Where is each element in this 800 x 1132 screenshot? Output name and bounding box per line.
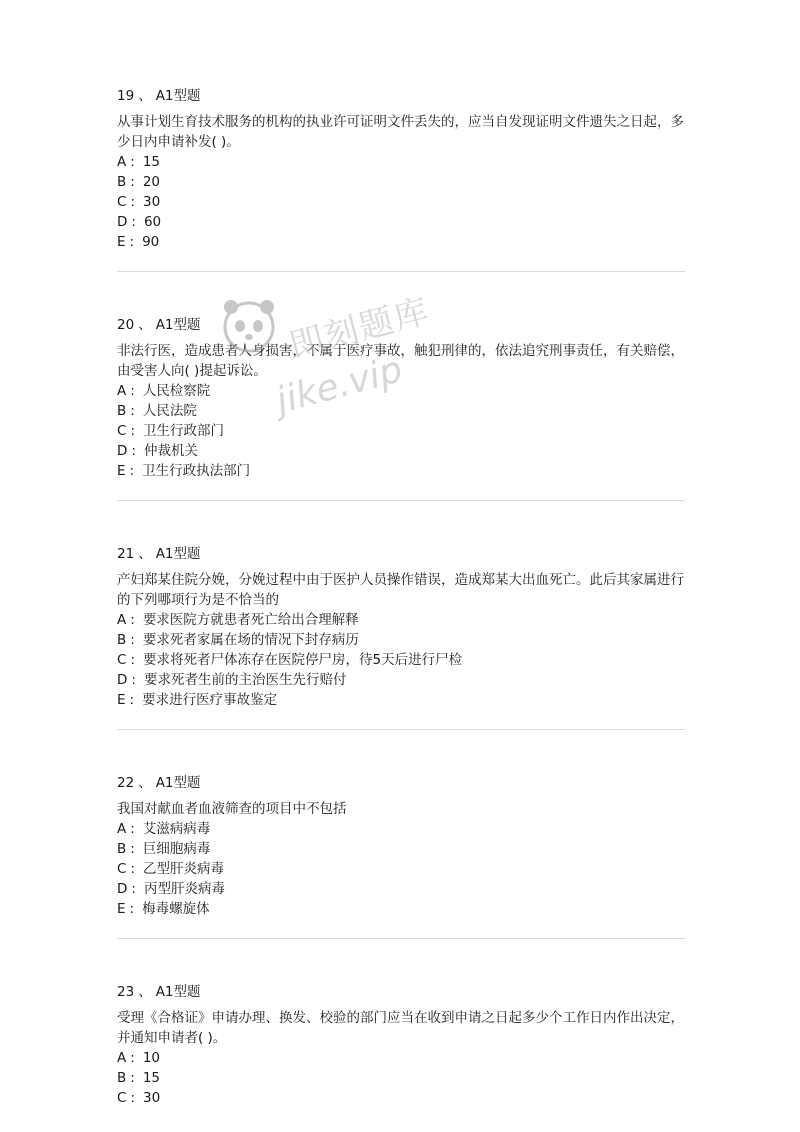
option-b[interactable]: B : 巨细胞病毒 <box>117 841 211 857</box>
option-letter: C <box>117 1090 127 1106</box>
watermark-text-cn: 即刻题库 <box>285 290 435 367</box>
option-text: 20 <box>142 174 161 190</box>
question-header <box>117 773 685 793</box>
option-text: 卫生行政执法部门 <box>142 463 251 479</box>
question-21 <box>117 544 685 710</box>
option-letter: C <box>117 194 127 210</box>
question-number: 22 <box>117 775 135 791</box>
question-list <box>117 86 685 1108</box>
option-e[interactable]: E : 梅毒螺旋体 <box>117 901 210 917</box>
watermark-text-en: jike.vip <box>271 349 407 422</box>
question-divider <box>117 938 685 939</box>
option-text: 10 <box>142 1050 160 1066</box>
question-separator: 、 <box>138 88 152 104</box>
option-d[interactable]: D : 要求死者生前的主治医生先行赔付 <box>117 672 347 688</box>
option-c[interactable]: C : 30 <box>117 194 161 210</box>
option-text: 30 <box>143 194 161 210</box>
option-text: 要求医院方就患者死亡给出合理解释 <box>142 612 359 628</box>
question-stem: 产妇郑某住院分娩，分娩过程中由于医护人员操作错误，造成郑某大出血死亡。此后其家属进行的下列哪项行为是不恰当的 <box>117 572 684 608</box>
question-separator: 、 <box>138 317 152 333</box>
question-stem: 受理《合格证》申请办理、换发、校验的部门应当在收到申请之日起多少个工作日内作出决定，并通知申请者( )。 <box>117 1010 684 1046</box>
question-20 <box>117 315 685 481</box>
option-letter: B <box>117 403 127 419</box>
option-b[interactable]: B : 15 <box>117 1070 161 1086</box>
question-stem: 非法行医，造成患者人身损害，不属于医疗事故，触犯刑律的，依法追究刑事责任，有关赔偿，由受害人向( )提起诉讼。 <box>117 343 684 379</box>
option-e[interactable]: E : 要求进行医疗事故鉴定 <box>117 692 278 708</box>
question-type: A1型题 <box>155 88 201 104</box>
option-text: 60 <box>143 214 162 230</box>
question-22 <box>117 773 685 919</box>
option-letter: E <box>117 234 126 250</box>
option-e[interactable]: E : 90 <box>117 234 160 250</box>
option-letter: C <box>117 652 127 668</box>
option-a[interactable]: A : 要求医院方就患者死亡给出合理解释 <box>117 612 359 628</box>
option-c[interactable]: C : 卫生行政部门 <box>117 423 224 439</box>
option-text: 艾滋病病毒 <box>142 821 211 837</box>
option-letter: D <box>117 881 128 897</box>
option-letter: D <box>117 443 128 459</box>
option-a[interactable]: A : 10 <box>117 1050 160 1066</box>
option-b[interactable]: B : 要求死者家属在场的情况下封存病历 <box>117 632 359 648</box>
question-number: 20 <box>117 317 135 333</box>
option-letter: D <box>117 672 128 688</box>
question-number: 21 <box>117 546 135 562</box>
option-text: 卫生行政部门 <box>143 423 224 439</box>
option-a[interactable]: A : 15 <box>117 154 160 170</box>
option-c[interactable]: C : 要求将死者尸体冻存在医院停尸房，待5天后进行尸检 <box>117 652 463 668</box>
question-number: 23 <box>117 984 135 1000</box>
option-d[interactable]: D : 丙型肝炎病毒 <box>117 881 225 897</box>
option-letter: E <box>117 901 126 917</box>
option-e[interactable]: E : 卫生行政执法部门 <box>117 463 251 479</box>
question-separator: 、 <box>138 984 152 1000</box>
question-type: A1型题 <box>155 546 201 562</box>
question-type: A1型题 <box>155 317 201 333</box>
option-letter: A <box>117 154 127 170</box>
option-text: 要求死者家属在场的情况下封存病历 <box>142 632 359 648</box>
option-text: 人民法院 <box>142 403 197 419</box>
option-d[interactable]: D : 60 <box>117 214 162 230</box>
question-type: A1型题 <box>155 775 201 791</box>
option-c[interactable]: C : 30 <box>117 1090 161 1106</box>
option-text: 15 <box>142 1070 161 1086</box>
option-d[interactable]: D : 仲裁机关 <box>117 443 198 459</box>
option-b[interactable]: B : 20 <box>117 174 161 190</box>
question-separator: 、 <box>138 546 152 562</box>
option-text: 30 <box>143 1090 161 1106</box>
option-text: 梅毒螺旋体 <box>142 901 210 917</box>
option-c[interactable]: C : 乙型肝炎病毒 <box>117 861 224 877</box>
option-letter: A <box>117 612 127 628</box>
question-header <box>117 544 685 564</box>
option-letter: E <box>117 692 126 708</box>
option-text: 巨细胞病毒 <box>142 841 211 857</box>
question-number: 19 <box>117 88 135 104</box>
option-a[interactable]: A : 人民检察院 <box>117 383 211 399</box>
option-text: 丙型肝炎病毒 <box>143 881 225 897</box>
option-text: 90 <box>142 234 160 250</box>
option-letter: B <box>117 632 127 648</box>
question-divider <box>117 500 685 501</box>
option-letter: C <box>117 861 127 877</box>
option-text: 要求将死者尸体冻存在医院停尸房，待5天后进行尸检 <box>143 652 463 668</box>
question-header <box>117 86 685 106</box>
option-letter: B <box>117 841 127 857</box>
option-text: 要求死者生前的主治医生先行赔付 <box>143 672 347 688</box>
option-text: 仲裁机关 <box>143 443 198 459</box>
question-divider <box>117 729 685 730</box>
question-23 <box>117 982 685 1108</box>
option-text: 要求进行医疗事故鉴定 <box>142 692 278 708</box>
question-type: A1型题 <box>155 984 201 1000</box>
option-letter: A <box>117 383 127 399</box>
option-letter: B <box>117 174 127 190</box>
option-letter: A <box>117 1050 127 1066</box>
option-letter: D <box>117 214 128 230</box>
option-letter: B <box>117 1070 127 1086</box>
question-19 <box>117 86 685 252</box>
question-header <box>117 982 685 1002</box>
question-stem: 我国对献血者血液筛查的项目中不包括 <box>117 801 347 817</box>
option-letter: C <box>117 423 127 439</box>
question-divider <box>117 271 685 272</box>
option-text: 乙型肝炎病毒 <box>143 861 224 877</box>
question-stem: 从事计划生育技术服务的机构的执业许可证明文件丢失的，应当自发现证明文件遗失之日起，多少日内申请补发( )。 <box>117 114 684 150</box>
option-text: 15 <box>142 154 160 170</box>
option-b[interactable]: B : 人民法院 <box>117 403 197 419</box>
option-letter: E <box>117 463 126 479</box>
question-header <box>117 315 685 335</box>
option-a[interactable]: A : 艾滋病病毒 <box>117 821 211 837</box>
option-letter: A <box>117 821 127 837</box>
option-text: 人民检察院 <box>142 383 211 399</box>
question-separator: 、 <box>138 775 152 791</box>
